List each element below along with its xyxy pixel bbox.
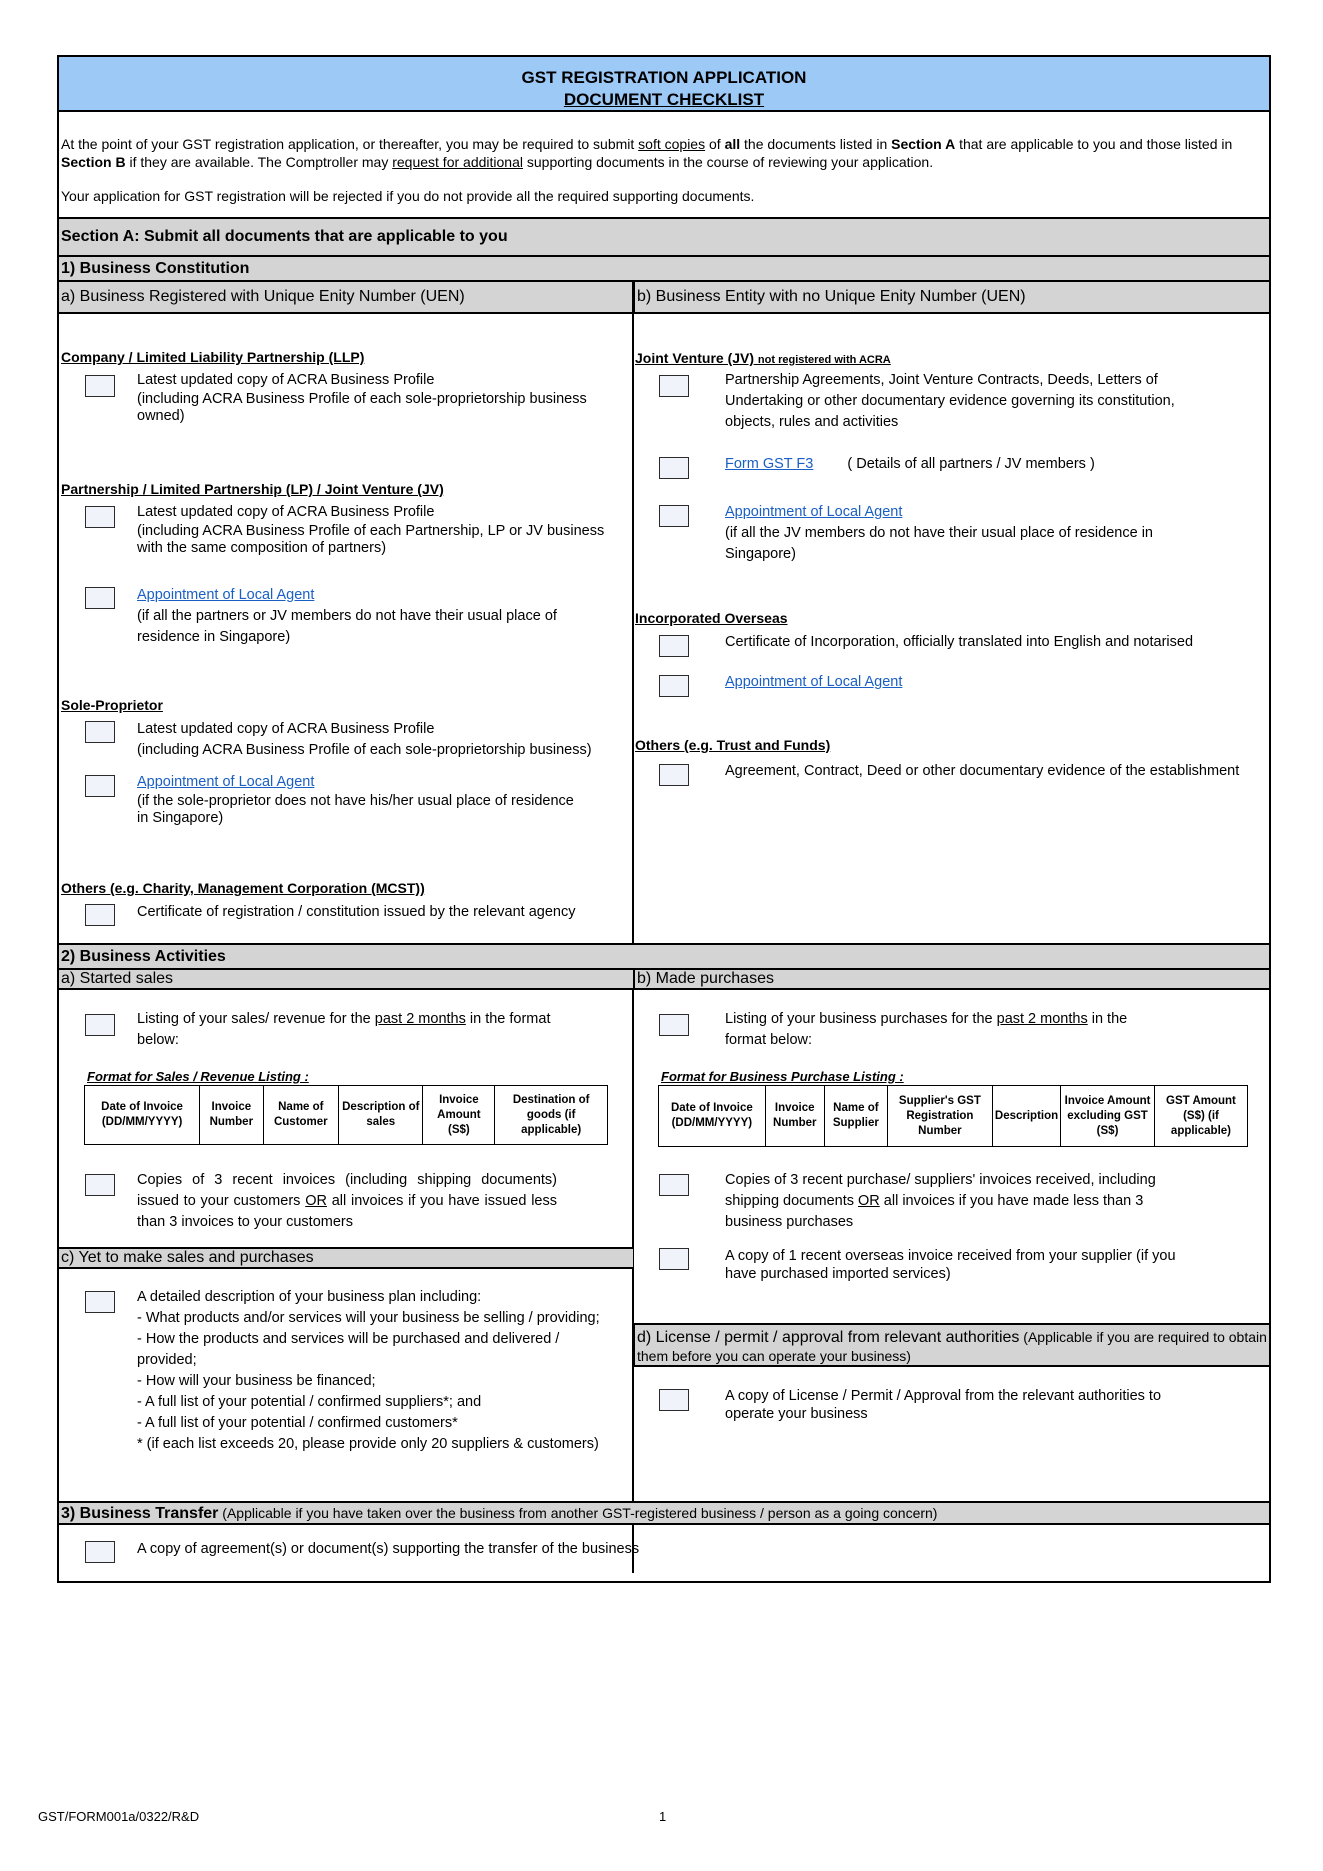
- overseas-invoice-text: A copy of 1 recent overseas invoice received from your supplier (if you have purchased imported services): [725, 1248, 1176, 1282]
- business-plan-line: - What products and/or services will your business be selling / providing;: [137, 1310, 600, 1326]
- lp-acra-checkbox[interactable]: [85, 506, 115, 528]
- section-a-bar: Section A: Submit all documents that are applicable to you: [59, 217, 1269, 257]
- business-plan-line: - How will your business be financed;: [137, 1373, 376, 1389]
- llp-acra-checkbox[interactable]: [85, 375, 115, 397]
- business-plan-line: * (if each list exceeds 20, please provide only 20 suppliers & customers): [137, 1436, 599, 1452]
- business-transfer-note: (Applicable if you have taken over the business from another GST-registered business / person as a going concern): [218, 1505, 938, 1521]
- io-local-agent-link[interactable]: Appointment of Local Agent: [725, 674, 903, 690]
- intro-paragraph: [61, 135, 1261, 171]
- intro-request: request for additional: [392, 154, 523, 170]
- sales-col-destination: Destination of goods (if applicable): [495, 1086, 608, 1145]
- llp-title: Company / Limited Liability Partnership (LLP): [61, 349, 365, 365]
- purchase-listing-checkbox[interactable]: [659, 1014, 689, 1036]
- sales-invoices-checkbox[interactable]: [85, 1174, 115, 1196]
- jv-agreements-checkbox[interactable]: [659, 375, 689, 397]
- purchase-listing-label-end: in the format below:: [725, 1011, 1128, 1048]
- form-subtitle: DOCUMENT CHECKLIST: [563, 90, 765, 109]
- sales-col-invoice-number: Invoice Number: [200, 1086, 263, 1145]
- io-certificate-text: Certificate of Incorporation, officially translated into English and notarised: [725, 634, 1194, 650]
- form-gst-f3-note: ( Details of all partners / JV members ): [847, 456, 1095, 472]
- form-title: GST REGISTRATION APPLICATION: [521, 68, 807, 87]
- purchase-format-table: [658, 1085, 1248, 1147]
- sales-format-title: Format for Sales / Revenue Listing :: [87, 1069, 309, 1084]
- jv-local-agent-note: (if all the JV members do not have their usual place of residence in Singapore): [725, 525, 1153, 562]
- jv-agreements-text: Partnership Agreements, Joint Venture Contracts, Deeds, Letters of Undertaking or other documentary evidence governing its constitution, objects, rules and activities: [725, 372, 1175, 430]
- business-plan-line: - A full list of your potential / confirmed customers*: [137, 1415, 458, 1431]
- lp-acra-text: [137, 502, 607, 557]
- purchase-col-supplier: Name of Supplier: [824, 1086, 887, 1147]
- others-b-text: Agreement, Contract, Deed or other documentary evidence of the establishment: [725, 763, 1240, 779]
- sp-local-agent-note: (if the sole-proprietor does not have his/her usual place of residence in Singapore): [137, 793, 574, 826]
- jv-title: [635, 350, 891, 366]
- business-transfer-text: A copy of agreement(s) or document(s) supporting the transfer of the business: [137, 1541, 640, 1557]
- purchase-invoices-text: [725, 1170, 1185, 1233]
- purchase-listing-period: past 2 months: [996, 1011, 1088, 1027]
- sales-invoices-text: [137, 1170, 557, 1233]
- business-plan-text: [137, 1287, 607, 1455]
- purchase-col-date: Date of Invoice (DD/MM/YYYY): [659, 1086, 766, 1147]
- sp-acra-label: Latest updated copy of ACRA Business Profile: [137, 721, 435, 737]
- purchase-listing-label: Listing of your business purchases for the: [725, 1011, 997, 1027]
- purchase-format-title: Format for Business Purchase Listing :: [661, 1069, 904, 1084]
- sales-invoices-label: Copies of 3 recent invoices (including shipping documents) issued to your customers: [137, 1172, 557, 1209]
- license-title: d) License / permit / approval from relevant authorities: [637, 1329, 1020, 1346]
- made-purchases-header: b) Made purchases: [633, 968, 1269, 990]
- lp-local-agent-text: [137, 585, 557, 648]
- license-checkbox[interactable]: [659, 1389, 689, 1411]
- sales-invoices-label-end: all invoices if you have issued less than 3 invoices to your customers: [137, 1193, 557, 1230]
- page-number: 1: [659, 1809, 667, 1824]
- llp-acra-note: (including ACRA Business Profile of each sole-proprietorship business owned): [137, 391, 587, 424]
- purchase-invoices-checkbox[interactable]: [659, 1174, 689, 1196]
- others-b-title: Others (e.g. Trust and Funds): [635, 737, 831, 753]
- sales-format-table: [84, 1085, 608, 1145]
- purchase-invoices-or: OR: [858, 1193, 880, 1209]
- intro-all: all: [724, 136, 741, 152]
- license-note: (Applicable if you are required to obtain them before you can operate your business): [637, 1329, 1267, 1364]
- lp-acra-label: Latest updated copy of ACRA Business Profile: [137, 504, 435, 520]
- intro-section-a: Section A: [891, 136, 956, 152]
- purchase-col-invoice-number: Invoice Number: [765, 1086, 824, 1147]
- intro-text: of: [705, 136, 725, 152]
- intro-text: that are applicable to you and those listed in: [955, 136, 1233, 152]
- form-code: GST/FORM001a/0322/R&D: [38, 1809, 200, 1824]
- intro-text: At the point of your GST registration application, or thereafter, you may be required to submit: [61, 136, 639, 152]
- business-activities-heading: 2) Business Activities: [59, 943, 1269, 970]
- lp-local-agent-note: (if all the partners or JV members do not have their usual place of residence in Singapore): [137, 608, 557, 645]
- sp-local-agent-text: [137, 772, 577, 827]
- lp-local-agent-link[interactable]: Appointment of Local Agent: [137, 587, 315, 603]
- sales-col-date: Date of Invoice (DD/MM/YYYY): [85, 1086, 200, 1145]
- checklist-form: [57, 55, 1271, 1583]
- form-gst-f3-text: [725, 454, 1245, 475]
- sp-acra-checkbox[interactable]: [85, 721, 115, 743]
- sole-proprietor-title: Sole-Proprietor: [61, 697, 163, 713]
- business-constitution-heading: 1) Business Constitution: [59, 255, 1269, 282]
- started-sales-header: a) Started sales: [59, 968, 633, 990]
- form-header: [59, 57, 1269, 112]
- sales-format-header-row: [85, 1086, 608, 1145]
- purchase-invoices-label-end: all invoices if you have made less than 3 business purchases: [725, 1193, 1144, 1230]
- others-b-checkbox[interactable]: [659, 764, 689, 786]
- sp-local-agent-checkbox[interactable]: [85, 775, 115, 797]
- business-plan-checkbox[interactable]: [85, 1291, 115, 1313]
- business-plan-line: A detailed description of your business plan including:: [137, 1289, 482, 1305]
- no-uen-header: b) Business Entity with no Unique Enity Number (UEN): [633, 280, 1269, 314]
- form-gst-f3-link[interactable]: Form GST F3: [725, 456, 814, 472]
- purchase-invoices-label: Copies of 3 recent purchase/ suppliers' invoices received, including shipping documents: [725, 1172, 1156, 1209]
- llp-acra-label: Latest updated copy of ACRA Business Profile: [137, 372, 435, 388]
- others-a-title: Others (e.g. Charity, Management Corporation (MCST)): [61, 880, 425, 896]
- intro-text: if they are available. The Comptroller may: [125, 154, 393, 170]
- sales-invoices-or: OR: [305, 1193, 327, 1209]
- business-plan-line: - A full list of your potential / confirmed suppliers*; and: [137, 1394, 482, 1410]
- license-header: [633, 1323, 1269, 1367]
- jv-local-agent-checkbox[interactable]: [659, 505, 689, 527]
- jv-local-agent-link[interactable]: Appointment of Local Agent: [725, 504, 903, 520]
- intro-section-b: Section B: [61, 154, 126, 170]
- jv-title-note: not registered with ACRA: [757, 354, 891, 366]
- purchase-col-amount: Invoice Amount excluding GST (S$): [1061, 1086, 1155, 1147]
- sp-local-agent-link[interactable]: Appointment of Local Agent: [137, 774, 315, 790]
- sales-listing-label-end: in the format below:: [137, 1011, 551, 1048]
- sp-acra-note: (including ACRA Business Profile of each sole-proprietorship business): [137, 742, 592, 758]
- purchase-col-gst-amount: GST Amount (S$) (if applicable): [1154, 1086, 1247, 1147]
- sales-listing-checkbox[interactable]: [85, 1014, 115, 1036]
- others-a-checkbox[interactable]: [85, 904, 115, 926]
- uen-registered-header: a) Business Registered with Unique Enity Number (UEN): [59, 280, 633, 314]
- incorporated-overseas-title: Incorporated Overseas: [635, 610, 788, 626]
- sales-col-description: Description of sales: [339, 1086, 423, 1145]
- lp-local-agent-checkbox[interactable]: [85, 587, 115, 609]
- sales-listing-label: Listing of your sales/ revenue for the: [137, 1011, 375, 1027]
- jv-title-text: Joint Venture (JV): [635, 350, 755, 366]
- business-plan-line: - How the products and services will be purchased and delivered / provided;: [137, 1331, 560, 1368]
- business-transfer-title: 3) Business Transfer: [61, 1505, 219, 1522]
- form-gst-f3-checkbox[interactable]: [659, 457, 689, 479]
- purchase-col-gst-reg: Supplier's GST Registration Number: [887, 1086, 992, 1147]
- license-text: A copy of License / Permit / Approval from the relevant authorities to operate your business: [725, 1388, 1162, 1422]
- llp-acra-text: [137, 370, 587, 425]
- jv-local-agent-text: [725, 502, 1185, 565]
- sales-listing-period: past 2 months: [374, 1011, 466, 1027]
- others-a-text: Certificate of registration / constitution issued by the relevant agency: [137, 904, 576, 920]
- sp-acra-text: [137, 719, 607, 761]
- io-certificate-checkbox[interactable]: [659, 635, 689, 657]
- intro-soft-copies: soft copies: [638, 136, 706, 152]
- lp-acra-note: (including ACRA Business Profile of each Partnership, LP or JV business with the same composition of partners): [137, 523, 605, 556]
- business-transfer-checkbox[interactable]: [85, 1541, 115, 1563]
- intro-text: supporting documents in the course of reviewing your application.: [522, 154, 934, 170]
- sales-col-amount: Invoice Amount (S$): [423, 1086, 495, 1145]
- yet-to-make-header: c) Yet to make sales and purchases: [59, 1247, 633, 1269]
- overseas-invoice-checkbox[interactable]: [659, 1248, 689, 1270]
- intro-text: the documents listed in: [740, 136, 892, 152]
- io-local-agent-checkbox[interactable]: [659, 675, 689, 697]
- sales-listing-text: [137, 1009, 557, 1051]
- sales-col-customer: Name of Customer: [263, 1086, 339, 1145]
- purchase-col-description: Description: [992, 1086, 1060, 1147]
- purchase-format-header-row: [659, 1086, 1248, 1147]
- partnership-title: Partnership / Limited Partnership (LP) / Joint Venture (JV): [61, 481, 444, 497]
- purchase-listing-text: [725, 1009, 1145, 1051]
- business-transfer-heading: [59, 1501, 1269, 1525]
- column-divider: [632, 280, 634, 1573]
- intro-warning: Your application for GST registration will be rejected if you do not provide all the required supporting documents.: [61, 188, 755, 204]
